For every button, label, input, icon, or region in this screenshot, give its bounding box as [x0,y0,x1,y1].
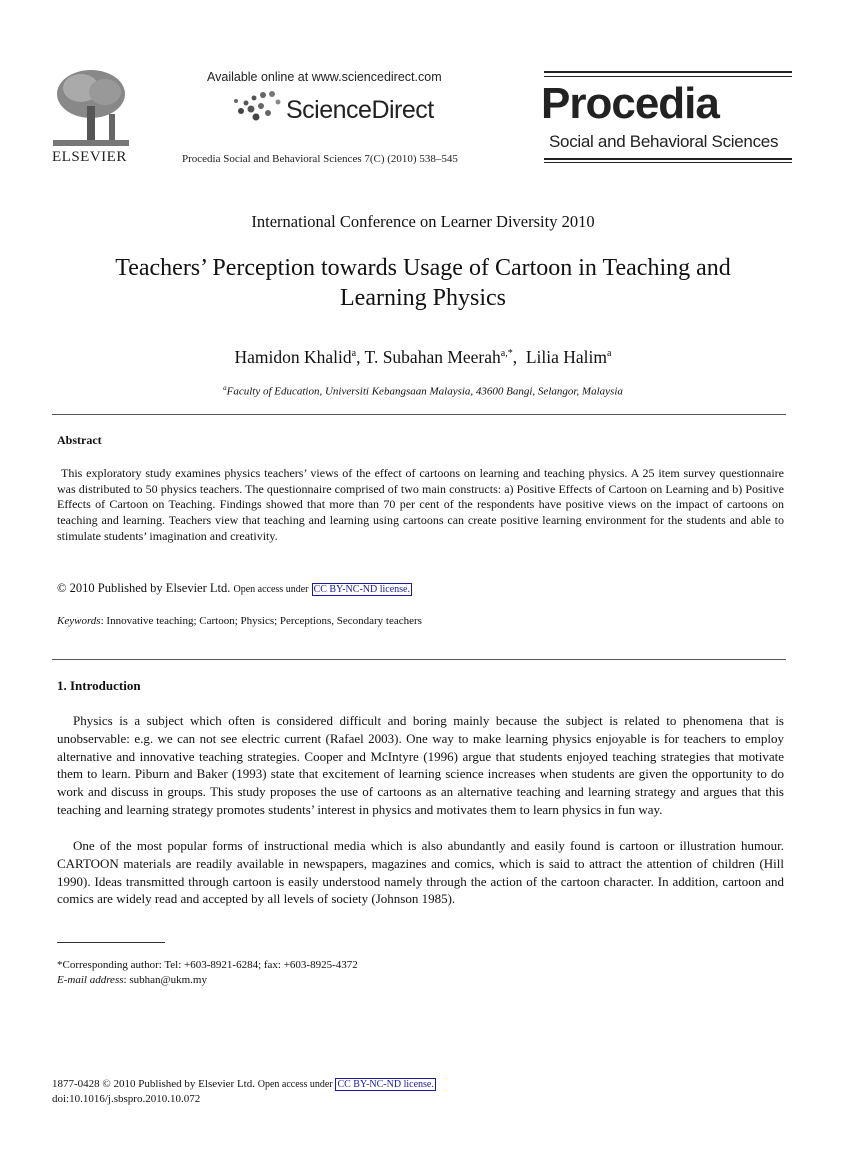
copyright-line [57,581,412,596]
footer-open-access: Open access under [257,1079,333,1090]
procedia-rule-bottom [544,158,792,160]
available-online-text: Available online at www.sciencedirect.com [207,70,442,84]
divider-top [52,414,786,415]
license-link[interactable]: CC BY-NC-ND license. [313,584,410,595]
open-access-text: Open access under [233,584,309,595]
keywords-text: : Innovative teaching; Cartoon; Physics; Perceptions, Secondary teachers [100,615,422,627]
procedia-title: Procedia [541,79,719,128]
email-line [57,974,207,986]
intro-paragraph-2: One of the most popular forms of instructional media which is also abundantly and easily found is cartoon or illustration humour. CARTOON materials are readily available in newspapers, magazines and comics, which is said to attract the attention of children (Hill 1990). Ideas transmitted through cartoon is easily understood namely through the action of the cartoon character. In addition, cartoon and comics are widely read and accepted by all levels of society (Johnson 1985). [57,838,784,907]
author-affil-mark: a [351,348,357,360]
abstract-heading: Abstract [57,433,102,447]
footnote-rule [57,942,165,943]
footer-license-link[interactable]: CC BY-NC-ND license. [337,1079,434,1090]
divider-bottom [52,659,786,660]
keywords-line [57,615,422,627]
conference-name: International Conference on Learner Diversity 2010 [251,212,595,231]
author-name: T. Subahan Meerah [364,347,501,367]
procedia-subtitle: Social and Behavioral Sciences [549,132,779,151]
elsevier-tree-icon [51,66,131,148]
author-affil-mark: a,* [500,348,513,360]
article-title-line-2: Learning Physics [340,285,506,311]
author-name: Lilia Halim [525,347,608,367]
doi: doi:10.1016/j.sbspro.2010.10.072 [52,1093,201,1105]
email-label: E-mail address [57,974,124,986]
procedia-rule-top [544,71,792,73]
issn-text: 1877-0428 © 2010 Published by Elsevier Ltd. [52,1078,255,1090]
affiliation-text: Faculty of Education, Universiti Kebangsaan Malaysia, 43600 Bangi, Selangor, Malaysia [226,385,623,398]
article-title [40,253,806,313]
footer-issn-line [52,1078,436,1090]
email-address: : subhan@ukm.my [123,974,207,986]
procedia-rule-bottom-thin [544,162,792,163]
abstract-text: This exploratory study examines physics teachers’ views of the effect of cartoons on learning and teaching physics. A 25 item survey questionnaire was distributed to 50 physics teachers. The questionnaire comprised of two main constructs: a) Positive Effects of Cartoon on Learning and b) Positive Effects of Cartoon on Teaching. Findings showed that more than 70 per cent of the respondents have positive views on the impact of cartoons on teaching and learning. Teachers view that teaching and learning using cartoons can create positive learning environment for the students and able to stimulate students’ imagination and creativity. [57,466,784,543]
author-list: Hamidon Khalid$^a$, T. Subahan Meerah$^{a,*}$, Lilia Halim$^a$ [234,347,612,367]
affiliation [0,384,846,398]
elsevier-logo: ELSEVIER [52,149,127,165]
copyright-text: © 2010 Published by Elsevier Ltd. [57,581,231,595]
intro-paragraph-1: Physics is a subject which often is considered difficult and boring mainly because the subject is related to phenomena that is unobservable: e.g. we can not see electric current (Rafael 2003). One way to make learning physics enjoyable is for teachers to employ alternative and innovative teaching strategies. Cooper and McIntyre (1996) argue that students enjoyed teaching strategies that motivate them to learn. Piburn and Baker (1993) state that excitement of learning science increases when students are given the opportunity to do work and discuss in groups. This study proposes the use of cartoons as an alternative teaching and learning strategy and argues that this teaching and learning strategy promotes students’ interest in physics and motivates them to learn physics in fun way. [57,713,784,817]
journal-citation: Procedia Social and Behavioral Sciences 7(C) (2010) 538–545 [182,153,458,165]
procedia-rule-top-thin [544,76,792,77]
author-name: Hamidon Khalid [234,347,352,367]
affiliation-mark: a [223,384,227,392]
corresponding-author: *Corresponding author: Tel: +603-8921-6284; fax: +603-8925-4372 [57,959,358,971]
author-affil-mark: a [607,348,612,360]
section-heading: 1. Introduction [57,678,141,693]
keywords-label: Keywords [57,615,101,627]
sciencedirect-logo: ScienceDirect [286,96,434,124]
article-title-line-1: Teachers’ Perception towards Usage of Cartoon in Teaching and [115,255,731,281]
